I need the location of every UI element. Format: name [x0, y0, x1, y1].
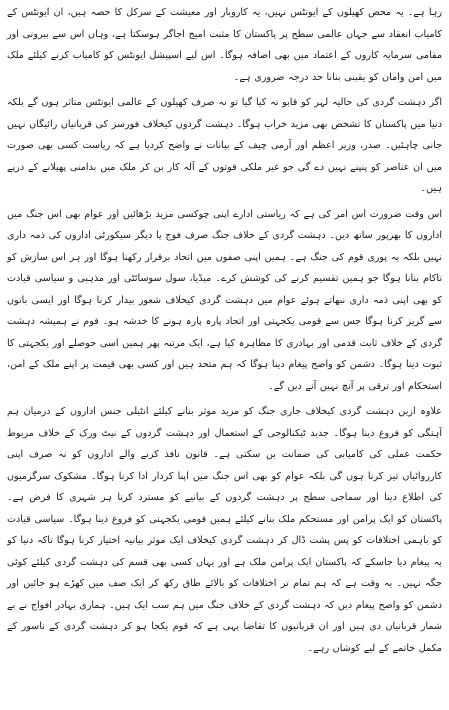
article-paragraph-2: اگر دہشت گردی کی حالیہ لہر کو قابو نہ کیا گیا تو نہ صرف کھیلوں کے عالمی ایونٹس متاثر ہوں گے بلکہ دنیا میں پاکستان کا تشخص بھی مزید خراب ہوگا۔ دہشت گردوں کیخلاف فورسز کی قربانیاں رائیگاں نہیں جانی چاہئیں۔ صدر، وزیر اعظم اور آرمی چیف کے بیانات نے واضح کردیا ہے کہ ریاست کسی بھی صورت میں ان عناصر کو پنپنے نہیں دے گی جو غیر ملکی قوتوں کے آلہ کار بن کر ملک میں بدامنی پھیلانے کے درپے ہیں۔ — [7, 97, 442, 194]
article-paragraph-4: علاوہ ازیں دہشت گردی کیخلاف جاری جنگ کو مزید موثر بنانے کیلئے انٹیلی جنس اداروں کے درمیان ہم آہنگی کو فروغ دینا ہوگا۔ جدید ٹیکنالوجی کے استعمال اور دہشت گردوں کے نیٹ ورک کے خلاف مربوط حکمت عملی کی کامیابی کی ضمانت بن سکتی ہے۔ قانون نافذ کرنے والے اداروں کو نہ صرف اپنی کارروائیاں تیز کرنا ہوں گی بلکہ عوام کو بھی اس جنگ میں اپنا کردار ادا کرنا ہوگا۔ مشکوک سرگرمیوں کی اطلاع دینا اور سماجی سطح پر دہشت گردوں کے بیانیے کو مسترد کرنا ہر شہری کا فرض ہے۔ پاکستان کو ایک پرامن اور مستحکم ملک بنانے کیلئے ہمیں قومی یکجہتی کو فروغ دینا ہوگا۔ سیاسی قیادت کو باہمی اختلافات کو پس پشت ڈال کر دہشت گردی کیخلاف ایک موثر بیانیہ اختیار کرنا ہوگا تاکہ دنیا کو یہ پیغام دیا جاسکے کہ پاکستان ایک پرامن ملک ہے اور یہاں کسی بھی قسم کی دہشت گردی کیلئے کوئی جگہ نہیں۔ یہ وقت ہے کہ ہم تمام تر اختلافات کو بالائے طاق رکھ کر ایک صف میں کھڑے ہو جائیں اور دشمن کو واضح پیغام دیں کہ دہشت گردی کے خلاف جنگ میں ہم سب ایک ہیں۔ ہماری بہادر افواج نے بے شمار قربانیاں دی ہیں اور ان قربانیوں کا تقاضا یہی ہے کہ قوم یکجا ہو کر دہشت گردی کے ناسور کے مکمل خاتمے کے لیے کوشاں رہے۔ — [7, 406, 442, 654]
article-paragraph-3: اس وقت ضرورت اس امر کی ہے کہ ریاستی ادارے اپنی چوکسی مزید بڑھائیں اور عوام بھی اس جنگ میں اداروں کا بھرپور ساتھ دیں۔ دہشت گردی کے خلاف جنگ صرف فوج یا دیگر سیکورٹی اداروں کی ذمہ داری نہیں بلکہ یہ پوری قوم کی جنگ ہے۔ ہمیں اپنی صفوں میں اتحاد برقرار رکھنا ہوگا اور ہر اس سازش کو ناکام بنانا ہوگا جو ہمیں تقسیم کرنے کی کوشش کرے۔ میڈیا، سول سوسائٹی اور مذہبی و سیاسی قیادت کو بھی اپنی ذمہ داری نبھاتے ہوئے عوام میں دہشت گردی کیخلاف شعور بیدار کرنا ہوگا اور ایسی باتوں سے گریز کرنا ہوگا جس سے قومی یکجہتی اور اتحاد پارہ پارہ ہونے کا خدشہ ہو۔ قوم نے ہمیشہ دہشت گردی کے خلاف ثابت قدمی اور بہادری کا مظاہرہ کیا ہے، ایک مرتبہ پھر ہمیں اسی حوصلے اور یکجہتی کا ثبوت دینا ہوگا۔ دشمن کو واضح پیغام دینا ہوگا کہ ہم متحد ہیں اور کسی بھی قیمت پر اپنے ملک کے امن، استحکام اور ترقی پر آنچ نہیں آنے دیں گے۔ — [7, 208, 442, 392]
article-paragraph-1: رہا ہے۔ یہ محض کھیلوں کے ایونٹس نہیں، یہ کاروبار اور معیشت کے سرکل کا حصہ ہیں، ان ایونٹس کے کامیاب انعقاد سے جہاں عالمی سطح پر پاکستان کا مثبت امیج اجاگر ہوسکتا ہے، وہاں اس سے بیرونی اور مقامی سرمایہ کاروں کے اعتماد میں بھی اضافہ ہوگا۔ اس لیے اسپیشل ایونٹس کو کامیاب کرنے کیلئے ملک میں امن وامان کو یقینی بنانا حد درجہ ضروری ہے۔ — [7, 7, 442, 83]
